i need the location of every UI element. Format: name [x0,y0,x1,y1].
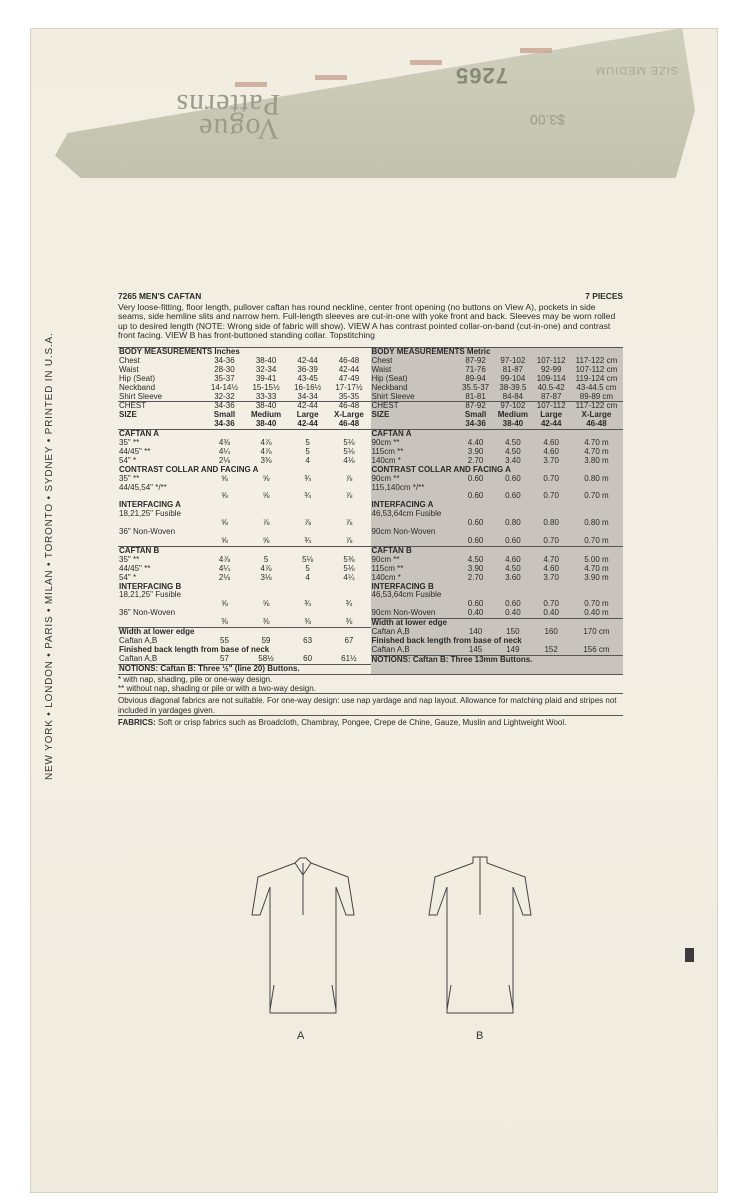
cell: 140cm * [371,572,401,582]
cell: ⅝ [262,473,270,483]
cell: Small [464,410,487,420]
cell: 0.60 [467,473,484,483]
cell: ⅞ [345,473,353,483]
cell: 89-89 cm [579,391,614,401]
pattern-description: Very loose-fitting, floor length, pullover caftan has round neckline, center front opening (no buttons on View A), pockets in side seams, side hemline slits and narrow hem. Full-length sleeves are cut-in-one with yoke front and back. Sleeves may be worn rolled up to desired length (NOTE: Wrong side of fabric will show). VIEW A has contrast pointed collar-on-band (cut-in-one) and contrast front facing. VIEW B has front-buttoned standing collar. Topstitching [118,301,616,341]
cell: 3.40 [505,455,521,465]
cell: 34-36 [214,355,235,365]
flap-price: $3.00 [530,112,566,128]
cell: 46,53,64cm Fusible [371,509,442,519]
cell: 0.80 m [584,518,609,528]
width-title-text: Width at lower edge [371,618,447,628]
cell: Shirt Sleeve [371,391,415,401]
view-b-label: B [476,1030,484,1042]
cell: ⅝ [262,536,270,545]
cell: 43-45 [297,373,318,383]
cell: 32-32 [214,391,235,401]
cell: Hip (Seat) [119,373,156,383]
width-title-text: Width at lower edge [119,627,195,637]
caftan-a-title-text: CAFTAN A [371,429,412,439]
yardage-row [118,591,371,600]
cell: 5⅜ [343,554,355,564]
cell: 4.50 [505,446,521,456]
cell: 2⅛ [218,455,231,465]
cell: 5.00 m [584,554,609,564]
cell: 4.70 [543,554,559,564]
measurement-row [118,357,371,366]
cell: 4⅞ [260,446,272,456]
cell: 4.60 [543,446,559,456]
cell: Shirt Sleeve [119,391,163,401]
cell: 140cm * [371,455,401,465]
cell: 4.40 [467,438,484,448]
cell: 34-36 [214,419,235,429]
cell: 152 [544,644,558,654]
cell: 87-92 [465,401,486,411]
cell: Caftan A,B [119,635,158,645]
cell: 35" ** [119,554,140,564]
edge-mark [685,948,694,962]
cell: ¾ [304,473,311,483]
cell: 4 [305,572,310,582]
cell: 81-87 [502,364,524,374]
cell: 4⅛ [343,455,355,465]
yardage-row [118,556,371,565]
cell: 35-35 [338,391,360,401]
cell: 4⅞ [260,438,272,448]
yardage-row [118,439,371,448]
notions-row-text: NOTIONS: Caftan B: Three ½" (line 20) Buttons. [119,663,300,673]
cell: 170 cm [583,627,610,637]
cell: 47-49 [338,373,360,383]
body-measurements-title [118,348,371,357]
cell: 90cm Non-Woven [371,608,436,618]
cell: 149 [506,644,520,654]
body-measurements-title-text: BODY MEASUREMENTS Inches [119,346,240,356]
cell: 46-48 [338,355,360,365]
caftan-a-title [118,430,371,439]
cell: 61½ [341,653,357,663]
cell: 55 [220,635,229,645]
cell: 36" Non-Woven [119,527,176,537]
cell: 4⅜ [218,438,231,448]
cell: 0.60 [505,473,521,483]
cell: 42-44 [297,419,318,429]
cell: 3.80 m [584,455,609,465]
cell: ⅝ [221,518,228,528]
cell: 115cm ** [371,563,404,573]
cell: 46-48 [338,401,360,411]
fabrics-text: Soft or crisp fabrics such as Broadcloth, Chambray, Pongee, Crepe de Chine, Gauze, Muslin and Lightweight Wool. [158,718,567,728]
cell: 0.70 [543,491,559,501]
cell: 0.60 [467,536,484,545]
cell: Neckband [371,382,408,392]
body-measurements-title-text: BODY MEASUREMENTS Metric [371,346,491,356]
cell: 18,21,25" Fusible [119,590,181,600]
cell: 42-44 [540,419,562,429]
cell: 4.50 [505,438,521,448]
fabrics-note [118,715,623,727]
interfacing-a-title-text: INTERFACING A [119,500,181,510]
flap-stripe [315,75,347,80]
cell: 87-92 [465,355,486,365]
cell: 35-37 [214,373,235,383]
cell [371,537,458,546]
cell: 97-102 [500,355,526,365]
cell: 90cm ** [371,438,400,448]
cell: 58½ [258,653,274,663]
pattern-info [118,292,623,728]
cell: 117-122 cm [575,355,618,365]
cell: 0.40 m [584,608,609,618]
cell: 109-114 [536,373,566,383]
cell: 3⅛ [260,572,272,582]
cell: Waist [119,364,139,374]
yardage-row [118,537,371,546]
cell: 90cm ** [371,473,400,483]
cell: 34-36 [465,419,486,429]
yardage-row [118,565,371,574]
cell: ⅝ [221,473,228,483]
cell: 43-44.5 cm [576,382,617,392]
cell: 44/45" ** [119,563,151,573]
cell: 3.70 [543,455,559,465]
cell: Caftan A,B [119,653,158,663]
cell: ⅜ [221,617,228,627]
cell: 90cm ** [371,554,400,564]
cell: 3.70 [543,572,559,582]
caftan-a-illustration [248,855,358,1020]
cell: 97-102 [500,401,526,411]
caftan-a-title-text: CAFTAN A [119,429,159,439]
cell: 16-16½ [294,382,322,392]
cell: 0.60 [467,599,484,609]
cell: 84-84 [502,391,524,401]
cell: 35.5-37 [461,382,490,392]
cell: 54" * [119,455,137,465]
cell: 28-30 [214,364,235,374]
cell: Hip (Seat) [371,373,408,383]
cell: ⅝ [221,599,228,609]
cell: 0.70 m [584,491,609,501]
inches-table [118,348,371,674]
contrast-title-text: CONTRAST COLLAR AND FACING A [119,464,259,474]
cell: 90cm Non-Woven [371,527,436,537]
flap-brand [174,88,281,145]
cell: ⅜ [304,617,311,627]
cell: 0.70 m [584,536,609,545]
contrast-title-text: CONTRAST COLLAR AND FACING A [371,464,511,474]
length-row [371,646,624,655]
yardage-row [371,537,624,546]
footnotes [118,674,623,728]
cell: Medium [250,410,282,420]
cell: 4.60 [543,438,559,448]
cell: ⅞ [304,518,311,528]
cell: 34-36 [214,401,235,411]
cell: 4¼ [218,563,231,573]
cell: Waist [371,364,392,374]
cell: 0.40 [467,608,484,618]
interfacing-b-title-text: INTERFACING B [119,581,182,591]
measurement-row [118,366,371,375]
cell: 57 [220,653,229,663]
cell: 5⅛ [302,554,314,564]
cell: 92-99 [540,364,562,374]
cell: 33-33 [255,391,277,401]
cell: 0.70 m [584,599,609,609]
pattern-pieces: 7 PIECES [585,291,623,301]
cell: 140 [468,627,483,637]
cell: 38-40 [255,401,277,411]
cell: 4.70 m [584,563,609,573]
cell: ⅞ [345,491,353,501]
cell: 5 [305,563,310,573]
cell: 156 cm [583,644,610,654]
pattern-title: 7265 MEN'S CAFTAN [118,291,202,301]
cell: 46,53,64cm Fusible [371,590,442,600]
cell: 15-15½ [252,382,280,392]
cell: 89-94 [465,373,486,383]
caftan-b-title-text: CAFTAN B [371,545,412,555]
cell: Small [213,410,236,420]
cell: ⅝ [262,599,270,609]
cell: 4⅞ [218,554,231,564]
cell: 150 [506,627,520,637]
cell: Chest [119,355,140,365]
cell: ⅞ [262,518,270,528]
cell: X-Large [581,410,612,420]
cell: 5⅛ [343,446,355,456]
length-title-text: Finished back length from base of neck [119,644,270,654]
cell: CHEST [119,401,147,411]
cell: Large [296,410,319,420]
cell: 0.60 [505,599,521,609]
cell: 107-112 [536,355,566,365]
size-row [371,411,624,420]
cell: 81-81 [465,391,486,401]
cell: 115,140cm */** [371,482,425,492]
cell: ⅞ [345,518,353,528]
notions-row-text: NOTIONS: Caftan B: Three 13mm Buttons. [371,654,533,664]
cell: ⅜ [262,617,270,627]
cell: 46-48 [338,419,360,429]
cell: 59 [261,635,271,645]
cell: ¾ [304,491,311,501]
cell: ⅝ [262,491,270,501]
cell: 36-39 [297,364,318,374]
brand-line-1: Vogue [197,112,280,145]
side-cities-text: NEW YORK • LONDON • PARIS • MILAN • TORONTO • SYDNEY • PRINTED IN U.S.A. [44,332,55,780]
cell: ¾ [345,599,353,609]
size-row [118,411,371,420]
cell: Large [540,410,563,420]
cell: 35" ** [119,473,140,483]
cell: CHEST [371,401,399,411]
cell: 117-122 cm [575,401,618,411]
cell: Caftan A,B [371,627,410,637]
cell: 145 [468,644,483,654]
cell: 119-124 cm [575,373,618,383]
cell: 17-17½ [335,382,363,392]
cell: 5 [305,446,310,456]
cell: 160 [544,627,558,637]
metric-table [371,348,624,674]
cell: 0.80 m [584,473,609,483]
cell: 40.5-42 [537,382,565,392]
cell: 4¼ [343,572,355,582]
interfacing-b-title-text: INTERFACING B [371,581,434,591]
cell: 99-104 [500,373,526,383]
cell: 87-87 [540,391,562,401]
cell: 36" Non-Woven [119,608,176,618]
cell: 3.90 m [584,572,609,582]
cell: 42-44 [297,355,318,365]
cell: 42-44 [338,364,360,374]
metric-table-body [371,348,624,665]
fabrics-label: FABRICS: [118,718,156,728]
cell: 39-41 [255,373,277,383]
yardage-row [118,528,371,537]
cell: 71-76 [465,364,486,374]
notions-row [371,655,624,664]
cell: 44/45,54" */** [119,482,167,492]
flap-stripe [520,48,552,53]
cell: 4.60 [505,554,521,564]
yardage-row [118,609,371,618]
cell: 0.80 [505,518,521,528]
cell: 0.60 [467,518,484,528]
cell: 42-44 [297,401,318,411]
caftan-b-title-text: CAFTAN B [119,545,160,555]
cell: ⅝ [221,536,228,545]
cell: 0.60 [467,491,484,501]
cell: ⅞ [345,536,353,545]
cell: 5⅛ [343,563,355,573]
pattern-header [118,292,623,302]
cell: 3.60 [505,572,521,582]
notions-row [118,664,371,673]
cell: 107-112 cm [575,364,618,374]
cell: SIZE [119,410,137,420]
cell: 4 [305,455,310,465]
cell: X-Large [334,410,364,420]
cell: ¾ [304,536,311,545]
length-row [118,655,371,664]
cell: Chest [371,355,393,365]
cell: 54" * [119,572,137,582]
flap-size-label: SIZE MEDIUM [595,64,679,76]
cell: 0.40 [543,608,559,618]
cell: 18,21,25" Fusible [119,509,181,519]
cell: 4.70 m [584,438,609,448]
footnote-with-nap: * with nap, shading, pile or one-way design. [118,674,273,684]
cell: 67 [344,635,354,645]
cell: 115cm ** [371,446,404,456]
cell: 0.70 [543,473,559,483]
cell: 32-34 [255,364,277,374]
yardage-row [118,510,371,519]
inches-table-body [118,348,371,674]
cell: Neckband [119,382,156,392]
cell: 2.70 [467,455,484,465]
cell: 4⅞ [260,563,272,573]
contrast-title [118,466,371,475]
flap-stripe [235,82,267,87]
cell: Caftan A,B [371,644,410,654]
cell: 4.50 [505,563,521,573]
cell: 3.90 [467,563,484,573]
cell: 0.60 [505,536,521,545]
cell: 0.70 [543,599,559,609]
interfacing-a-title-text: INTERFACING A [371,500,434,510]
caftan-b-illustration [425,855,535,1020]
yardage-row [118,484,371,493]
footnote-diagonal: Obvious diagonal fabrics are not suitable. For one-way design: use nap yardage and nap layout. Allowance for matching plaid and stripes not included in yardages given. [118,693,623,715]
flap-stripe [410,60,442,65]
cell: 5 [263,554,269,564]
cell: 5⅛ [343,438,355,448]
cell: 4¼ [218,446,231,456]
cell: 4.50 [467,554,484,564]
measurement-row [118,375,371,384]
cell: 0.70 [543,536,559,545]
cell: SIZE [371,410,390,420]
length-title-text: Finished back length from base of neck [371,635,522,645]
cell: ¾ [304,599,311,609]
yardage-row [118,448,371,457]
cell: 38-39.5 [499,382,527,392]
cell: 38-40 [255,419,277,429]
cell: ⅜ [345,617,353,627]
chest-row [118,402,371,411]
cell: ⅝ [221,491,228,501]
cell [118,537,205,546]
cell: 35" ** [119,438,140,448]
cell: 4.60 [543,563,559,573]
cell: 14-14½ [210,382,239,392]
cell: 0.40 [505,608,521,618]
cell: 3.90 [467,446,484,456]
caftan-b-title [118,546,371,555]
cell: 4.70 m [584,446,609,456]
cell: 44/45" ** [119,446,151,456]
cell: 38-40 [502,419,524,429]
cell: 0.60 [505,491,521,501]
flap-pattern-number: 7265 [455,63,508,88]
cell: 2.70 [467,572,484,582]
cell: 38-40 [255,355,277,365]
cell: 107-112 [536,401,566,411]
cell: 2⅛ [218,572,231,582]
cell: 3⅜ [260,455,272,465]
brand-line-2: Patterns [174,88,281,121]
cell: 0.80 [543,518,559,528]
measurement-row [118,393,371,402]
cell: 46-48 [586,419,607,429]
footnote-without-nap: ** without nap, shading or pile or with a two-way design. [118,684,316,693]
cell: 34-34 [297,391,318,401]
cell: 60 [303,653,313,663]
cell: Medium [497,410,528,420]
yardage-tables [118,347,623,674]
cell: 5 [305,438,310,448]
cell: 63 [303,635,313,645]
view-a-label: A [297,1030,305,1042]
